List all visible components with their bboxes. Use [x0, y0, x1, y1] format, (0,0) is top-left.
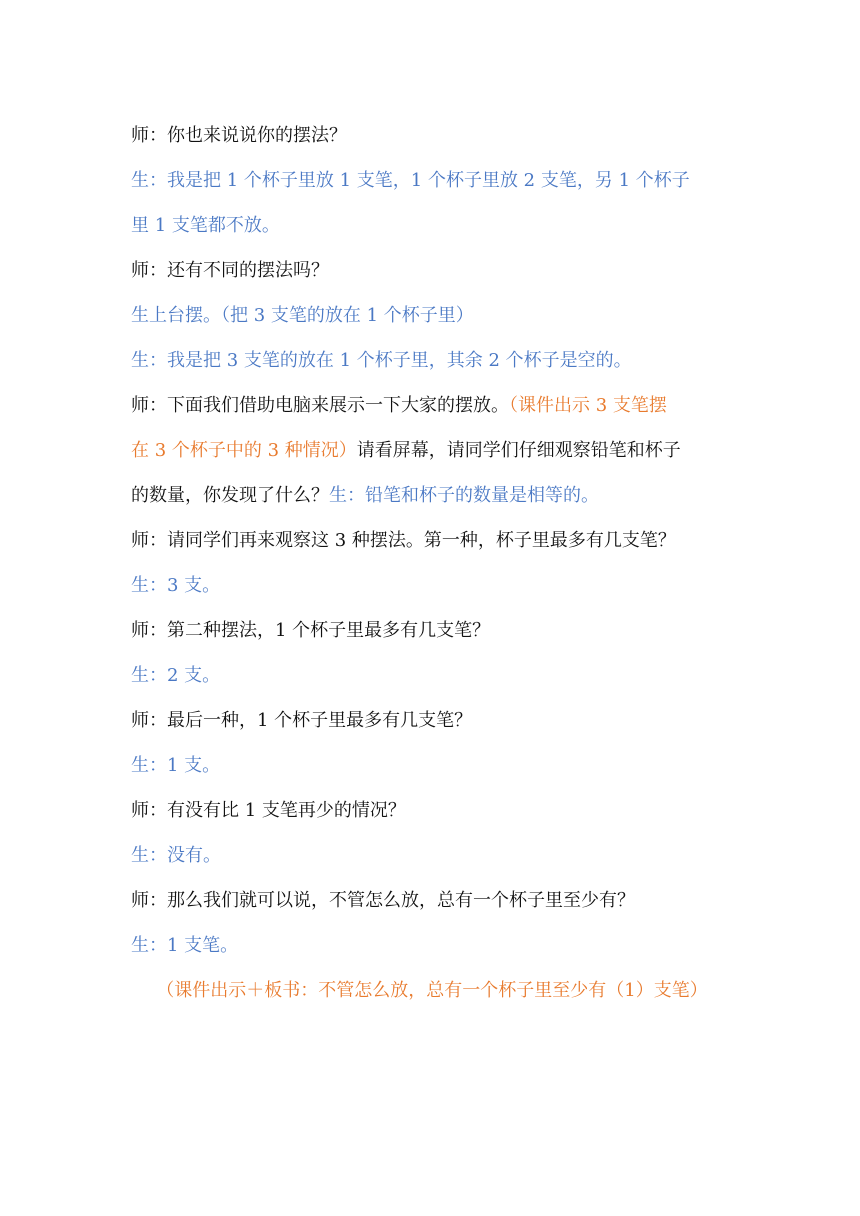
student-line: 生：我是把 3 支笔的放在 1 个杯子里，其余 2 个杯子是空的。 — [131, 350, 632, 371]
teacher-line: 师：那么我们就可以说，不管怎么放，总有一个杯子里至少有？ — [131, 890, 635, 911]
student-line: 生：2 支。 — [131, 665, 221, 686]
teacher-question-with-answer — [131, 473, 741, 518]
board-writing-note: （课件出示＋板书：不管怎么放，总有一个杯子里至少有（1）支笔） — [156, 980, 708, 1001]
teacher-line-with-note-continued — [131, 428, 741, 473]
teacher-line: 师：你也来说说你的摆法？ — [131, 125, 347, 146]
teacher-line-with-note — [131, 383, 741, 428]
courseware-note: （课件出示 3 支笔摆 — [509, 395, 667, 416]
dialogue-transcript — [131, 113, 741, 1013]
student-action-line: 生上台摆。（把 3 支笔的放在 1 个杯子里） — [131, 305, 474, 326]
teacher-line: 师：有没有比 1 支笔再少的情况？ — [131, 800, 406, 821]
student-line: 生：3 支。 — [131, 575, 221, 596]
student-answer: 生：铅笔和杯子的数量是相等的。 — [329, 485, 599, 506]
teacher-line: 师：请同学们再来观察这 3 种摆法。第一种，杯子里最多有几支笔？ — [131, 530, 676, 551]
teacher-text: 师：下面我们借助电脑来展示一下大家的摆放。 — [131, 395, 509, 416]
teacher-line: 师：最后一种，1 个杯子里最多有几支笔？ — [131, 710, 473, 731]
teacher-text: 请看屏幕，请同学们仔细观察铅笔和杯子 — [356, 440, 681, 461]
courseware-note: 在 3 个杯子中的 3 种情况） — [131, 440, 357, 461]
teacher-line: 师：还有不同的摆法吗？ — [131, 260, 329, 281]
student-line: 生：没有。 — [131, 845, 221, 866]
student-line-continued: 里 1 支笔都不放。 — [131, 215, 280, 236]
student-line: 生：1 支笔。 — [131, 935, 239, 956]
student-line: 生：我是把 1 个杯子里放 1 支笔，1 个杯子里放 2 支笔，另 1 个杯子 — [131, 170, 690, 191]
teacher-line: 师：第二种摆法，1 个杯子里最多有几支笔？ — [131, 620, 491, 641]
teacher-text: 的数量，你发现了什么？ — [131, 485, 329, 506]
student-line: 生：1 支。 — [131, 755, 221, 776]
